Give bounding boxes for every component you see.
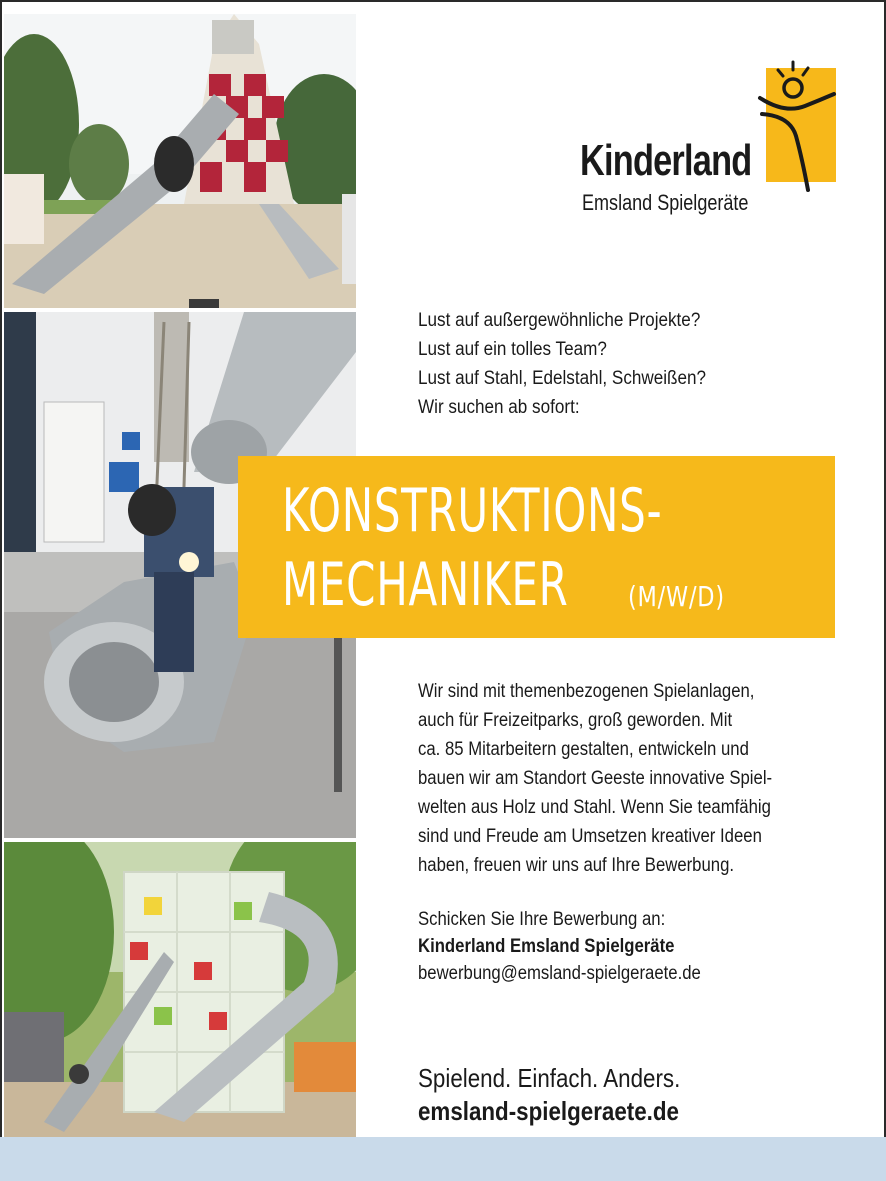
job-title-line1: KONSTRUKTIONS-	[282, 476, 663, 546]
intro-line: Lust auf außergewöhnliche Projekte?	[418, 310, 701, 331]
intro-line: Lust auf Stahl, Edelstahl, Schweißen?	[418, 368, 707, 389]
website-link[interactable]: emsland-spielgeraete.de	[418, 1096, 679, 1126]
contact-prompt: Schicken Sie Ihre Bewerbung an:	[418, 909, 666, 930]
description-line: bauen wir am Standort Geeste innovative Spiel-	[418, 768, 773, 789]
description-line: auch für Freizeitparks, groß geworden. Mit	[418, 710, 733, 731]
description-line: ca. 85 Mitarbeitern gestalten, entwickeln und	[418, 739, 749, 760]
footer	[418, 1062, 838, 1128]
kinderland-logo	[580, 54, 840, 219]
description-line: Wir sind mit themenbezogenen Spielanlagen,	[418, 681, 755, 702]
logo-subtitle: Emsland Spielgeräte	[582, 190, 749, 215]
job-title-line2: MECHANIKER	[282, 550, 569, 620]
company-description	[418, 677, 838, 880]
description-line: sind und Freude am Umsetzen kreativer Ideen	[418, 826, 762, 847]
intro-line: Wir suchen ab sofort:	[418, 397, 580, 418]
intro-line: Lust auf ein tolles Team?	[418, 339, 607, 360]
slogan: Spielend. Einfach. Anders.	[418, 1063, 681, 1093]
gender-suffix: (M/W/D)	[628, 580, 725, 613]
intro-questions	[418, 306, 798, 422]
job-title-banner	[238, 456, 835, 638]
logo-name: Kinderland	[580, 136, 752, 185]
description-line: haben, freuen wir uns auf Ihre Bewerbung.	[418, 855, 735, 876]
rocket-playground-photo	[4, 14, 356, 308]
child-figure-icon	[750, 54, 840, 194]
page-bottom-band	[0, 1137, 886, 1181]
contact-email-link[interactable]: bewerbung@emsland-spielgeraete.de	[418, 963, 701, 984]
application-contact	[418, 906, 838, 987]
cube-tower-playground-photo	[4, 842, 356, 1137]
description-line: welten aus Holz und Stahl. Wenn Sie teamfähig	[418, 797, 771, 818]
contact-company: Kinderland Emsland Spielgeräte	[418, 936, 675, 957]
